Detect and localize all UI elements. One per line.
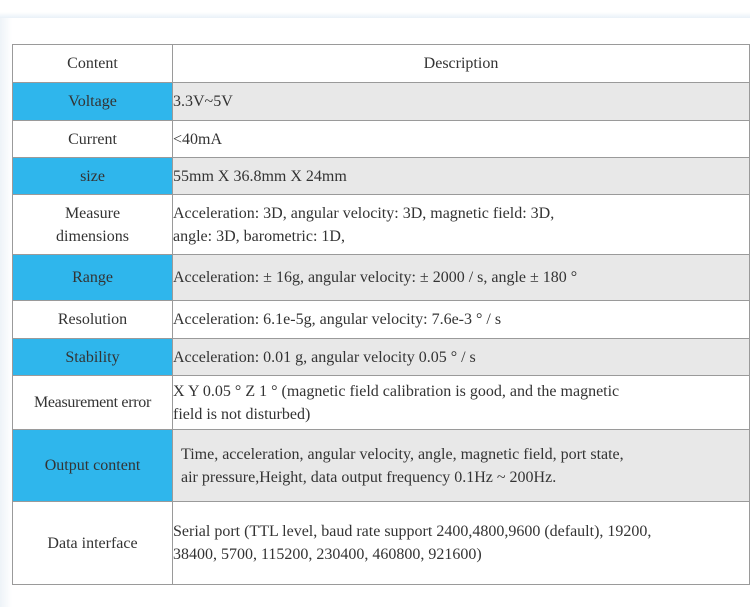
spec-table [12,44,750,585]
top-band [0,0,750,18]
header-content: Content [13,45,173,83]
value-data-interface [173,502,750,585]
label-current: Current [13,121,173,158]
row-size [13,158,750,195]
row-measurement-error [13,376,750,430]
label-data-interface: Data interface [13,502,173,585]
label-resolution: Resolution [13,301,173,339]
value-output-line2: air pressure,Height, data output frequency 0.1Hz ~ 200Hz. [181,468,557,486]
header-description: Description [173,45,750,83]
value-resolution: Acceleration: 6.1e-5g, angular velocity: 7.6e-3 ° / s [173,301,750,339]
row-output-content [13,430,750,502]
row-resolution [13,301,750,339]
row-range [13,255,750,301]
row-stability [13,339,750,376]
label-output-content: Output content [13,430,173,502]
value-interface-line1: Serial port (TTL level, baud rate support 2400,4800,9600 (default), 19200, [173,523,652,540]
value-error-line2: field is not disturbed) [173,405,311,423]
table-header-row [13,45,750,83]
value-size: 55mm X 36.8mm X 24mm [173,158,750,195]
value-measure-dimensions [173,195,750,255]
label-stability: Stability [13,339,173,376]
value-interface-line2: 38400, 5700, 115200, 230400, 460800, 921600) [173,546,482,563]
label-range: Range [13,255,173,301]
value-measure-line1: Acceleration: 3D, angular velocity: 3D, magnetic field: 3D, [173,204,555,222]
value-output-line1: Time, acceleration, angular velocity, angle, magnetic field, port state, [181,445,624,463]
label-measurement-error: Measurement error [13,376,173,430]
label-voltage: Voltage [13,83,173,121]
label-measure-dimensions [13,195,173,255]
value-stability: Acceleration: 0.01 g, angular velocity 0.05 ° / s [173,339,750,376]
label-measure-line1: Measure [64,204,121,222]
value-range: Acceleration: ± 16g, angular velocity: ± 2000 / s, angle ± 180 ° [173,255,750,301]
value-measure-line2: angle: 3D, barometric: 1D, [173,227,345,245]
row-current [13,121,750,158]
label-size: size [13,158,173,195]
side-fade [0,18,12,607]
value-voltage: 3.3V~5V [173,83,750,121]
value-error-line1: X Y 0.05 ° Z 1 ° (magnetic field calibration is good, and the magnetic [173,382,620,400]
row-measure-dimensions [13,195,750,255]
label-measure-line2: dimensions [56,227,129,245]
value-output-content [173,430,750,502]
value-measurement-error [173,376,750,430]
row-voltage [13,83,750,121]
value-current: <40mA [173,121,750,158]
row-data-interface [13,502,750,585]
